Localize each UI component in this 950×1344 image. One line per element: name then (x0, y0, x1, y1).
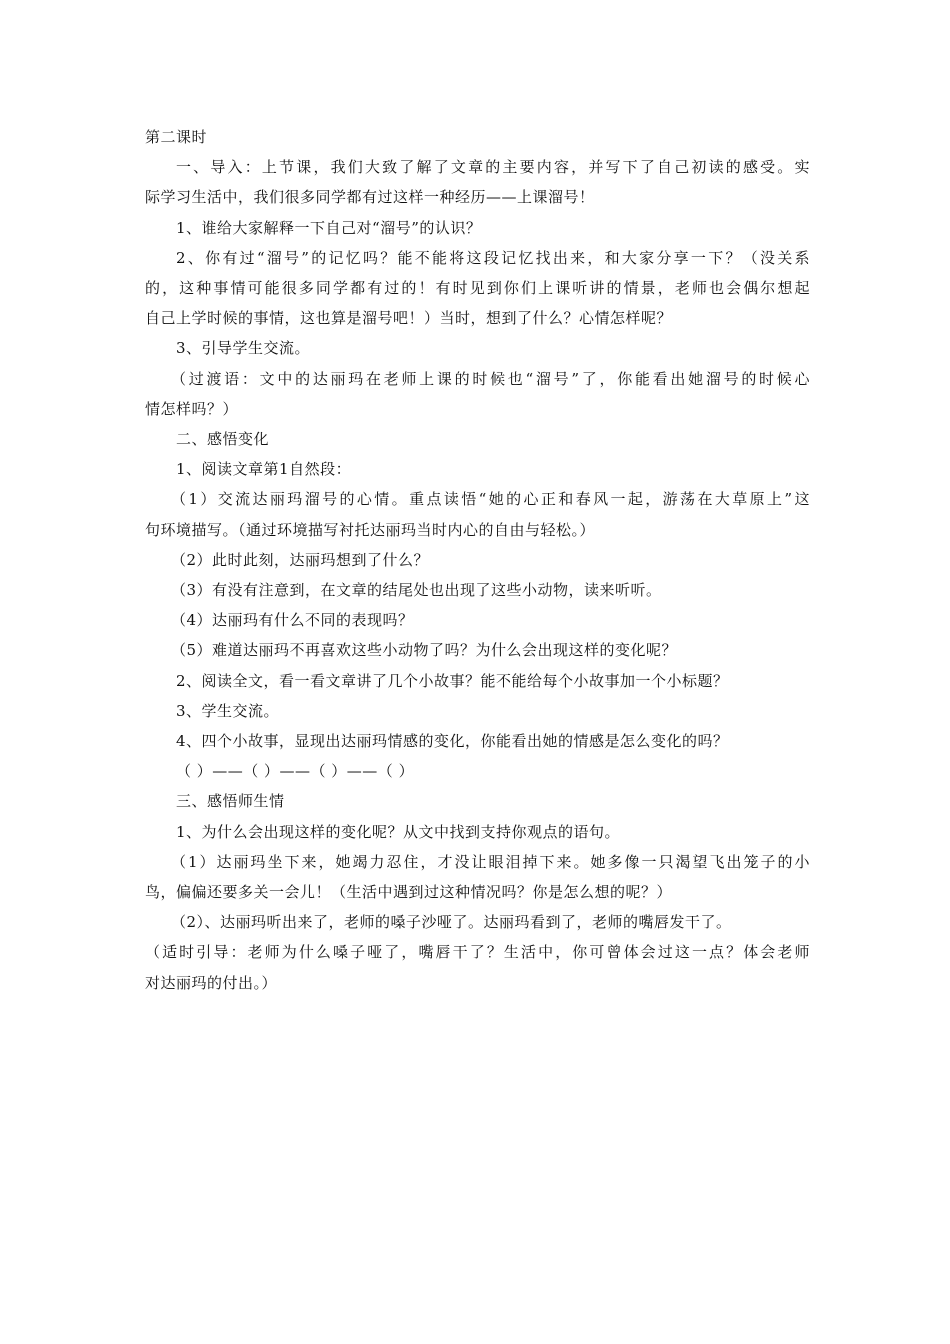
section-one-intro-line-1: 一、导入：上节课，我们大致了解了文章的主要内容，并写下了自己初读的感受。实 (176, 158, 810, 177)
guidance-line-1: （适时引导：老师为什么嗓子哑了，嘴唇干了？生活中，你可曾体会过这一点？体会老师 (145, 943, 810, 962)
subitem-3: （3）有没有注意到，在文章的结尾处也出现了这些小动物，读来听听。 (171, 581, 662, 600)
section-two-heading: 二、感悟变化 (176, 430, 270, 449)
section-three-subitem-1-line-2: 鸟，偏偏还要多关一会儿！（生活中遇到过这种情况吗？你是怎么想的呢？） (145, 883, 673, 902)
question-1: 1、谁给大家解释一下自己对“溜号”的认识？ (176, 218, 482, 237)
section-two-item-3: 3、学生交流。 (176, 701, 280, 720)
section-two-item-1: 1、阅读文章第1自然段： (176, 460, 352, 479)
section-three-subitem-2: （2）、达丽玛听出来了，老师的嗓子沙哑了。达丽玛看到了，老师的嘴唇发干了。 (171, 913, 732, 932)
subitem-2: （2）此时此刻，达丽玛想到了什么？ (171, 550, 430, 569)
blank-sequence: （ ）——（ ）——（ ）——（ ） (176, 762, 415, 781)
subitem-5: （5）难道达丽玛不再喜欢这些小动物了吗？为什么会出现这样的变化呢？ (171, 641, 678, 660)
document-body (145, 122, 810, 998)
section-two-item-2: 2、阅读全文，看一看文章讲了几个小故事？能不能给每个小故事加一个小标题？ (176, 671, 729, 690)
lesson-title: 第二课时 (145, 128, 208, 146)
question-2-line-1: 2、你有过“溜号”的记忆吗？能不能将这段记忆找出来，和大家分享一下？（没关系 (176, 248, 810, 267)
section-one-intro-line-2: 际学习生活中，我们很多同学都有过这样一种经历——上课溜号！ (145, 188, 595, 207)
transition-line-2: 情怎样吗？） (145, 399, 239, 418)
question-2-line-2: 的，这种事情可能很多同学都有过的！有时见到你们上课听讲的情景，老师也会偶尔想起 (145, 279, 810, 298)
subitem-1-line-1: （1）交流达丽玛溜号的心情。重点读悟“她的心正和春风一起，游荡在大草原上”这 (171, 490, 810, 509)
question-2-line-3: 自己上学时候的事情，这也算是溜号吧！）当时，想到了什么？心情怎样呢？ (145, 309, 673, 328)
question-3: 3、引导学生交流。 (176, 339, 311, 358)
subitem-4: （4）达丽玛有什么不同的表现吗？ (171, 611, 414, 630)
transition-line-1: （过渡语：文中的达丽玛在老师上课的时候也“溜号”了，你能看出她溜号的时候心 (171, 369, 810, 388)
section-three-heading: 三、感悟师生情 (176, 792, 285, 811)
section-three-subitem-1-line-1: （1）达丽玛坐下来，她竭力忍住，才没让眼泪掉下来。她多像一只渴望飞出笼子的小 (171, 852, 810, 871)
subitem-1-line-2: 句环境描写。（通过环境描写衬托达丽玛当时内心的自由与轻松。） (145, 520, 596, 539)
section-two-item-4: 4、四个小故事，显现出达丽玛情感的变化，你能看出她的情感是怎么变化的吗？ (176, 732, 729, 751)
section-three-item-1: 1、为什么会出现这样的变化呢？从文中找到支持你观点的语句。 (176, 822, 621, 841)
guidance-line-2: 对达丽玛的付出。） (145, 973, 278, 992)
